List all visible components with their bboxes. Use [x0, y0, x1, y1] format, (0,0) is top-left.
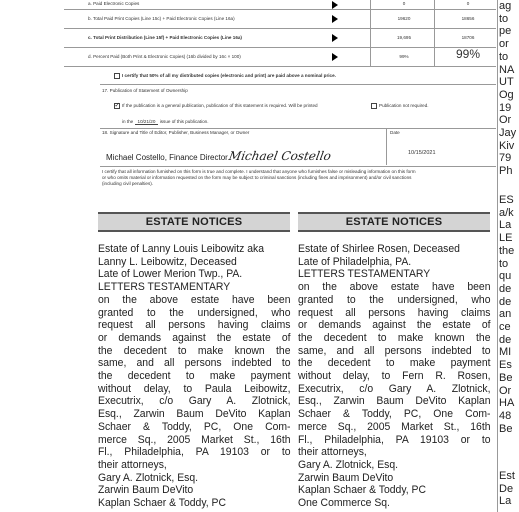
row-a-value-2: 0: [466, 1, 470, 6]
general-pub-checkbox[interactable]: [114, 103, 120, 109]
divider: [100, 128, 496, 129]
general-pub-text: If the publication is a general publication, publication of this statement is required. Will be printed: [122, 103, 318, 109]
notice-line: same, and all persons indebted to: [298, 344, 491, 357]
cropped-text-fragment: MI: [499, 346, 512, 359]
notice-line: Executrix, c/o Gary A. Zlotnick,: [98, 395, 291, 408]
cropped-text-fragment: Or: [499, 384, 512, 397]
ownership-statement-form: [64, 0, 496, 218]
estate-notice-column-left: [98, 212, 290, 510]
cropped-text-fragment: Ph: [499, 165, 513, 178]
row-c-value-2: 18706: [461, 35, 475, 40]
cropped-column-bottom: [499, 470, 519, 508]
notice-line: Late of Philadelphia, PA.: [298, 255, 412, 268]
not-required-line: [371, 103, 429, 109]
cropped-text-fragment: ag: [499, 0, 512, 12]
notice-line: their attorneys,: [298, 446, 367, 459]
notice-line: without delay, to Fern R. Rosen,: [298, 370, 491, 383]
arrow-icon: [332, 34, 338, 42]
notice-line: the decedent to make payment: [98, 370, 291, 383]
notice-line: Zarwin Baum DeVito: [98, 484, 194, 497]
not-required-checkbox[interactable]: [371, 103, 377, 109]
notice-line: granted to the undersigned, who: [298, 293, 491, 306]
cropped-column-top: [499, 0, 519, 178]
notice-line: One Commerce Sq.: [298, 497, 390, 510]
not-required-text: Publication not required.: [379, 103, 429, 109]
cropped-text-fragment: qu: [499, 270, 512, 283]
cropped-text-fragment: La: [499, 219, 512, 232]
cropped-text-fragment: 79: [499, 152, 512, 165]
cropped-text-fragment: De: [499, 482, 514, 495]
notice-line: Fl., Philadelphia, PA 19103 or to: [98, 446, 291, 459]
certify-footer-2: or who omits material or information requested on the form may be subject to criminal sanctions (including fines and imprisonment) and/or civil sanctions: [102, 175, 412, 180]
divider: [100, 84, 496, 85]
notice-line: without delay, to Paula Leibowitz,: [98, 382, 291, 395]
notice-line: on the above estate have been: [298, 281, 491, 294]
notice-line: the decedent to make known the: [298, 331, 491, 344]
cropped-text-fragment: a/k: [499, 206, 514, 219]
notice-line: Zarwin Baum DeVito: [298, 471, 394, 484]
cropped-text-fragment: NA: [499, 63, 515, 76]
notice-line: Executrix, c/o Gary A. Zlotnick,: [298, 382, 491, 395]
cropped-text-fragment: to: [499, 50, 509, 63]
row-b-label: b. Total Paid Print Copies (Line 15c) + Paid Electronic Copies (Line 16a): [88, 16, 235, 21]
cropped-text-fragment: an: [499, 308, 512, 321]
row-d-label: d. Percent Paid (Both Print & Electronic Copies) (16b divided by 16c × 100): [88, 54, 241, 59]
notice-line: or demands against the estate of: [298, 319, 491, 332]
notice-line: LETTERS TESTAMENTARY: [298, 268, 431, 281]
cropped-text-fragment: de: [499, 295, 512, 308]
row-a-value-1: 0: [402, 1, 406, 6]
date-label: Date: [390, 130, 400, 135]
certify-text: I certify that 50% of all my distributed copies (electronic and print) are paid above a nominal price.: [122, 73, 336, 79]
certify-line: [114, 73, 336, 79]
notice-line: Lanny L. Leibowitz, Deceased: [98, 255, 237, 268]
signer-name: Michael Costello, Finance Director: [106, 153, 228, 162]
cropped-text-fragment: Be: [499, 422, 513, 435]
cropped-text-fragment: Est: [499, 470, 515, 482]
notice-line: LETTERS TESTAMENTARY: [98, 281, 231, 294]
arrow-icon: [332, 1, 338, 9]
divider: [100, 166, 496, 167]
cropped-text-fragment: Es: [499, 359, 512, 372]
certify-checkbox[interactable]: [114, 73, 120, 79]
cropped-text-fragment: Or: [499, 114, 512, 127]
form-row-c: [64, 29, 496, 48]
arrow-icon: [332, 53, 338, 61]
notice-line: request all persons having claims: [98, 319, 291, 332]
cropped-text-fragment: de: [499, 282, 512, 295]
notice-line: Gary A. Zlotnick, Esq.: [298, 458, 399, 471]
cropped-text-fragment: ce: [499, 321, 511, 334]
cropped-text-fragment: ES: [499, 194, 514, 206]
row-b-value-1: 19620: [397, 16, 411, 21]
cropped-text-fragment: pe: [499, 25, 512, 38]
cropped-text-fragment: 19: [499, 101, 512, 114]
notice-line: the decedent to make payment: [298, 357, 491, 370]
notice-line: Fl., Philadelphia, PA 19103 or to: [298, 433, 491, 446]
notice-line: on the above estate have been: [98, 293, 291, 306]
row-b-value-2: 18656: [461, 16, 475, 21]
cropped-text-fragment: de: [499, 333, 512, 346]
sign-date: 10/15/2021: [408, 150, 436, 156]
cropped-text-fragment: Og: [499, 88, 514, 101]
signature-line: [106, 149, 331, 163]
cropped-text-fragment: to: [499, 257, 509, 270]
general-pub-line: [114, 103, 318, 109]
cropped-text-fragment: or: [499, 38, 509, 51]
column-divider: [434, 0, 435, 67]
notice-line: Schaer & Toddy, PC, One Com-: [298, 408, 491, 421]
notice-line: Schaer & Toddy, PC, One Com-: [98, 420, 291, 433]
notice-line: their attorneys,: [98, 458, 167, 471]
row-c-label: c. Total Print Distribution (Line 15f) + Paid Electronic Copies (Line 16a): [88, 35, 242, 40]
notice-line: Gary A. Zlotnick, Esq.: [98, 471, 199, 484]
column-divider: [386, 129, 387, 165]
estate-notice-right: [298, 243, 491, 510]
notice-line: Kaplan Schaer & Toddy, PC: [298, 484, 427, 497]
form-row-d: [64, 48, 496, 67]
issue-date: 10/21/20: [135, 119, 159, 125]
notice-line: or demands against the estate of: [98, 331, 291, 344]
row-c-value-1: 19,695: [396, 35, 412, 40]
cropped-text-fragment: UT: [499, 76, 514, 89]
row-d-value-1: 99%: [399, 54, 409, 59]
cropped-text-fragment: the: [499, 244, 515, 257]
row-a-label: a. Paid Electronic Copies: [88, 1, 140, 6]
section18-title: 18. Signature and Title of Editor, Publisher, Business Manager, or Owner: [102, 130, 250, 135]
cropped-text-fragment: to: [499, 12, 509, 25]
certify-footer-3: (including civil penalties).: [102, 181, 154, 186]
issue-line: [122, 119, 208, 125]
cropped-text-fragment: Be: [499, 371, 513, 384]
notice-line: merce Sq., 2005 Market St., 16th: [98, 433, 291, 446]
arrow-icon: [332, 15, 338, 23]
column-rule: [497, 0, 498, 512]
notice-line: request all persons having claims: [298, 306, 491, 319]
cropped-text-fragment: LE: [499, 232, 513, 245]
issue-text: issue of this publication.: [159, 119, 209, 124]
cropped-text-fragment: Jay: [499, 127, 517, 140]
cropped-text-fragment: HA: [499, 397, 515, 410]
notice-line: the decedent to make known the: [98, 344, 291, 357]
form-row-a: [64, 0, 496, 10]
in-the-text: in the: [122, 119, 134, 124]
notice-line: Esq., Zarwin Baum DeVito Kaplan: [98, 408, 291, 421]
section17-title: 17. Publication of Statement of Ownership: [102, 88, 188, 93]
column-divider: [370, 0, 371, 67]
form-row-b: [64, 10, 496, 29]
section-header: ESTATE NOTICES: [298, 212, 490, 232]
notice-line: Esq., Zarwin Baum DeVito Kaplan: [298, 395, 491, 408]
notice-line: Late of Lower Merion Twp., PA.: [98, 268, 243, 281]
cropped-text-fragment: La: [499, 495, 512, 508]
certify-footer-1: I certify that all information furnished on this form is true and complete. I understand that anyone who furnishes false or misleading information on this form: [102, 169, 416, 174]
cropped-text-fragment: Kiv: [499, 139, 515, 152]
notice-line: Kaplan Schaer & Toddy, PC: [98, 497, 227, 510]
row-d-value-2: 99%: [455, 47, 481, 61]
cropped-text-fragment: 48: [499, 409, 512, 422]
notice-line: same, and all persons indebted to: [98, 357, 291, 370]
notice-line: Estate of Shirlee Rosen, Deceased: [298, 243, 460, 255]
notice-line: merce Sq., 2005 Market St., 16th: [298, 420, 491, 433]
notice-line: Estate of Lanny Louis Leibowitz aka: [98, 243, 265, 255]
estate-notice-left: [98, 243, 291, 510]
cropped-column-middle: [499, 194, 519, 435]
handwritten-signature: Michael Costello: [227, 149, 333, 163]
estate-notice-column-right: [298, 212, 490, 510]
notice-line: granted to the undersigned, who: [98, 306, 291, 319]
section-header: ESTATE NOTICES: [98, 212, 290, 232]
